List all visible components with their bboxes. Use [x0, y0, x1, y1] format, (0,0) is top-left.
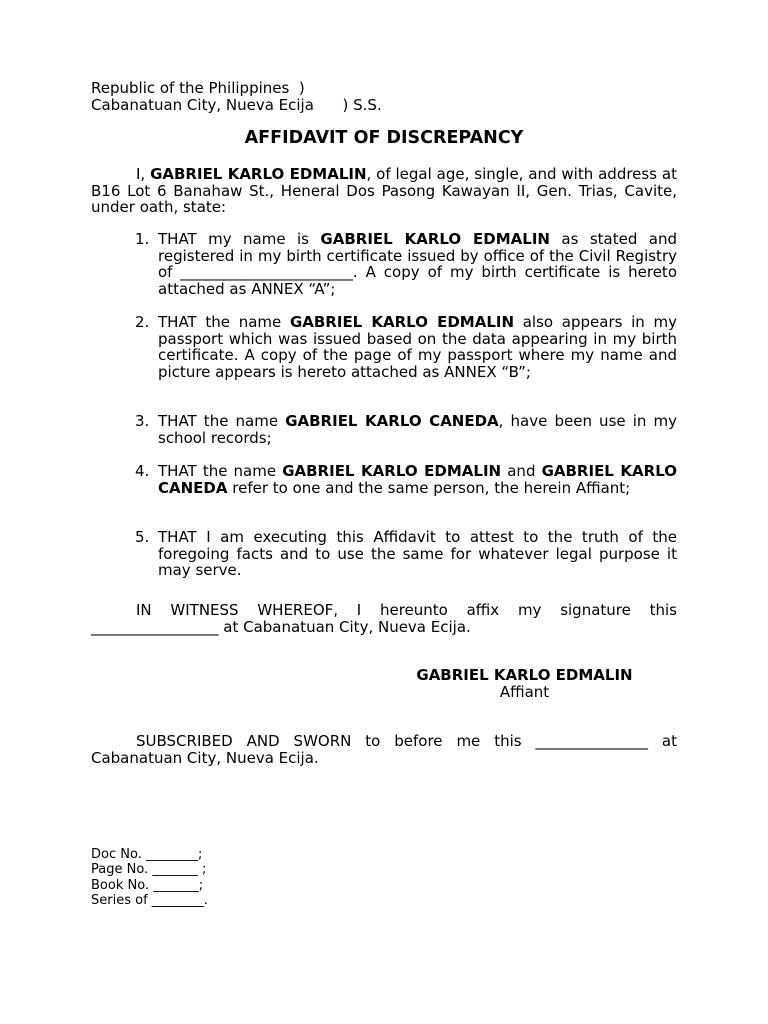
statement-name-bold: GABRIEL KARLO EDMALIN — [282, 462, 502, 480]
doc-number: Doc No. ________; — [91, 847, 203, 862]
book-number: Book No. _______; — [91, 877, 204, 893]
statement-name-bold: GABRIEL KARLO EDMALIN — [289, 313, 515, 331]
statement-text-part: and — [501, 462, 542, 480]
statement-text — [158, 529, 677, 579]
statement-item-4 — [91, 463, 677, 496]
statement-item-1 — [91, 231, 677, 297]
intro-rest: , of legal age, single, and with address at B16 Lot 6 Banahaw St., Heneral Dos Pasong Kawayan II, Gen. Trias, Cavite, under oath, state: — [91, 165, 677, 216]
series-of: Series of ________. — [91, 892, 208, 908]
statement-number: 2. — [135, 313, 150, 331]
statement-text-part: THAT the name — [158, 412, 286, 430]
statement-text-part: refer to one and the same person, the herein Affiant; — [227, 478, 631, 497]
venue-block — [91, 80, 382, 113]
notarial-register — [91, 847, 208, 908]
statement-number: 3. — [135, 412, 150, 430]
affiant-name: GABRIEL KARLO EDMALIN — [150, 165, 367, 183]
signature-block — [372, 667, 677, 700]
statement-item-3 — [91, 413, 677, 446]
statement-name-bold: GABRIEL KARLO CANEDA — [285, 412, 499, 430]
document-title: AFFIDAVIT OF DISCREPANCY — [244, 128, 524, 148]
statement-text-part: THAT my name is — [158, 230, 321, 248]
statement-name-bold: GABRIEL KARLO CANEDA — [158, 462, 677, 497]
statement-text — [158, 314, 677, 380]
statement-name-bold: GABRIEL KARLO EDMALIN — [320, 230, 550, 248]
statement-text — [158, 413, 677, 446]
statement-number: 1. — [135, 230, 150, 248]
jurat-paragraph — [91, 733, 677, 766]
statement-text-part: THAT I am executing this Affidavit to attest to the truth of the foregoing facts and to use the same for whatever legal purpose it may serve. — [158, 528, 677, 579]
venue-republic: Republic of the Philippines ) — [91, 79, 305, 97]
statement-text-part: , have been use in my school records; — [158, 412, 677, 447]
statement-text-part: as stated and registered in my birth certificate issued by office of the Civil Registry of _______________________. A copy of my birth certificate is hereto attached as ANNEX “A”; — [158, 230, 677, 298]
intro-paragraph — [91, 166, 677, 216]
jurat-text: SUBSCRIBED AND SWORN to before me this _______________ at Cabanatuan City, Nueva Ecija. — [91, 732, 677, 767]
statement-text-part: THAT the name — [158, 313, 290, 331]
witness-text: IN WITNESS WHEREOF, I hereunto affix my signature this _________________ at Cabanatuan City, Nueva Ecija. — [91, 601, 677, 636]
statement-text-part: THAT the name — [158, 462, 283, 480]
page-number: Page No. _______ ; — [91, 862, 207, 878]
statement-text — [158, 463, 677, 496]
statement-text-part: also appears in my passport which was issued based on the data appearing in my birth certificate. A copy of the page of my passport where my name and picture appears is hereto attached as ANNEX “B”; — [158, 313, 677, 381]
statement-number: 4. — [135, 462, 150, 480]
statement-item-2 — [91, 314, 677, 380]
statement-number: 5. — [135, 528, 150, 546]
venue-city: Cabanatuan City, Nueva Ecija ) S.S. — [91, 95, 382, 114]
witness-paragraph — [91, 602, 677, 635]
signature-name: GABRIEL KARLO EDMALIN — [416, 666, 633, 684]
statement-item-5 — [91, 529, 677, 579]
signature-role: Affiant — [499, 682, 550, 701]
intro-prefix: I, — [136, 165, 151, 183]
statement-text — [158, 231, 677, 297]
